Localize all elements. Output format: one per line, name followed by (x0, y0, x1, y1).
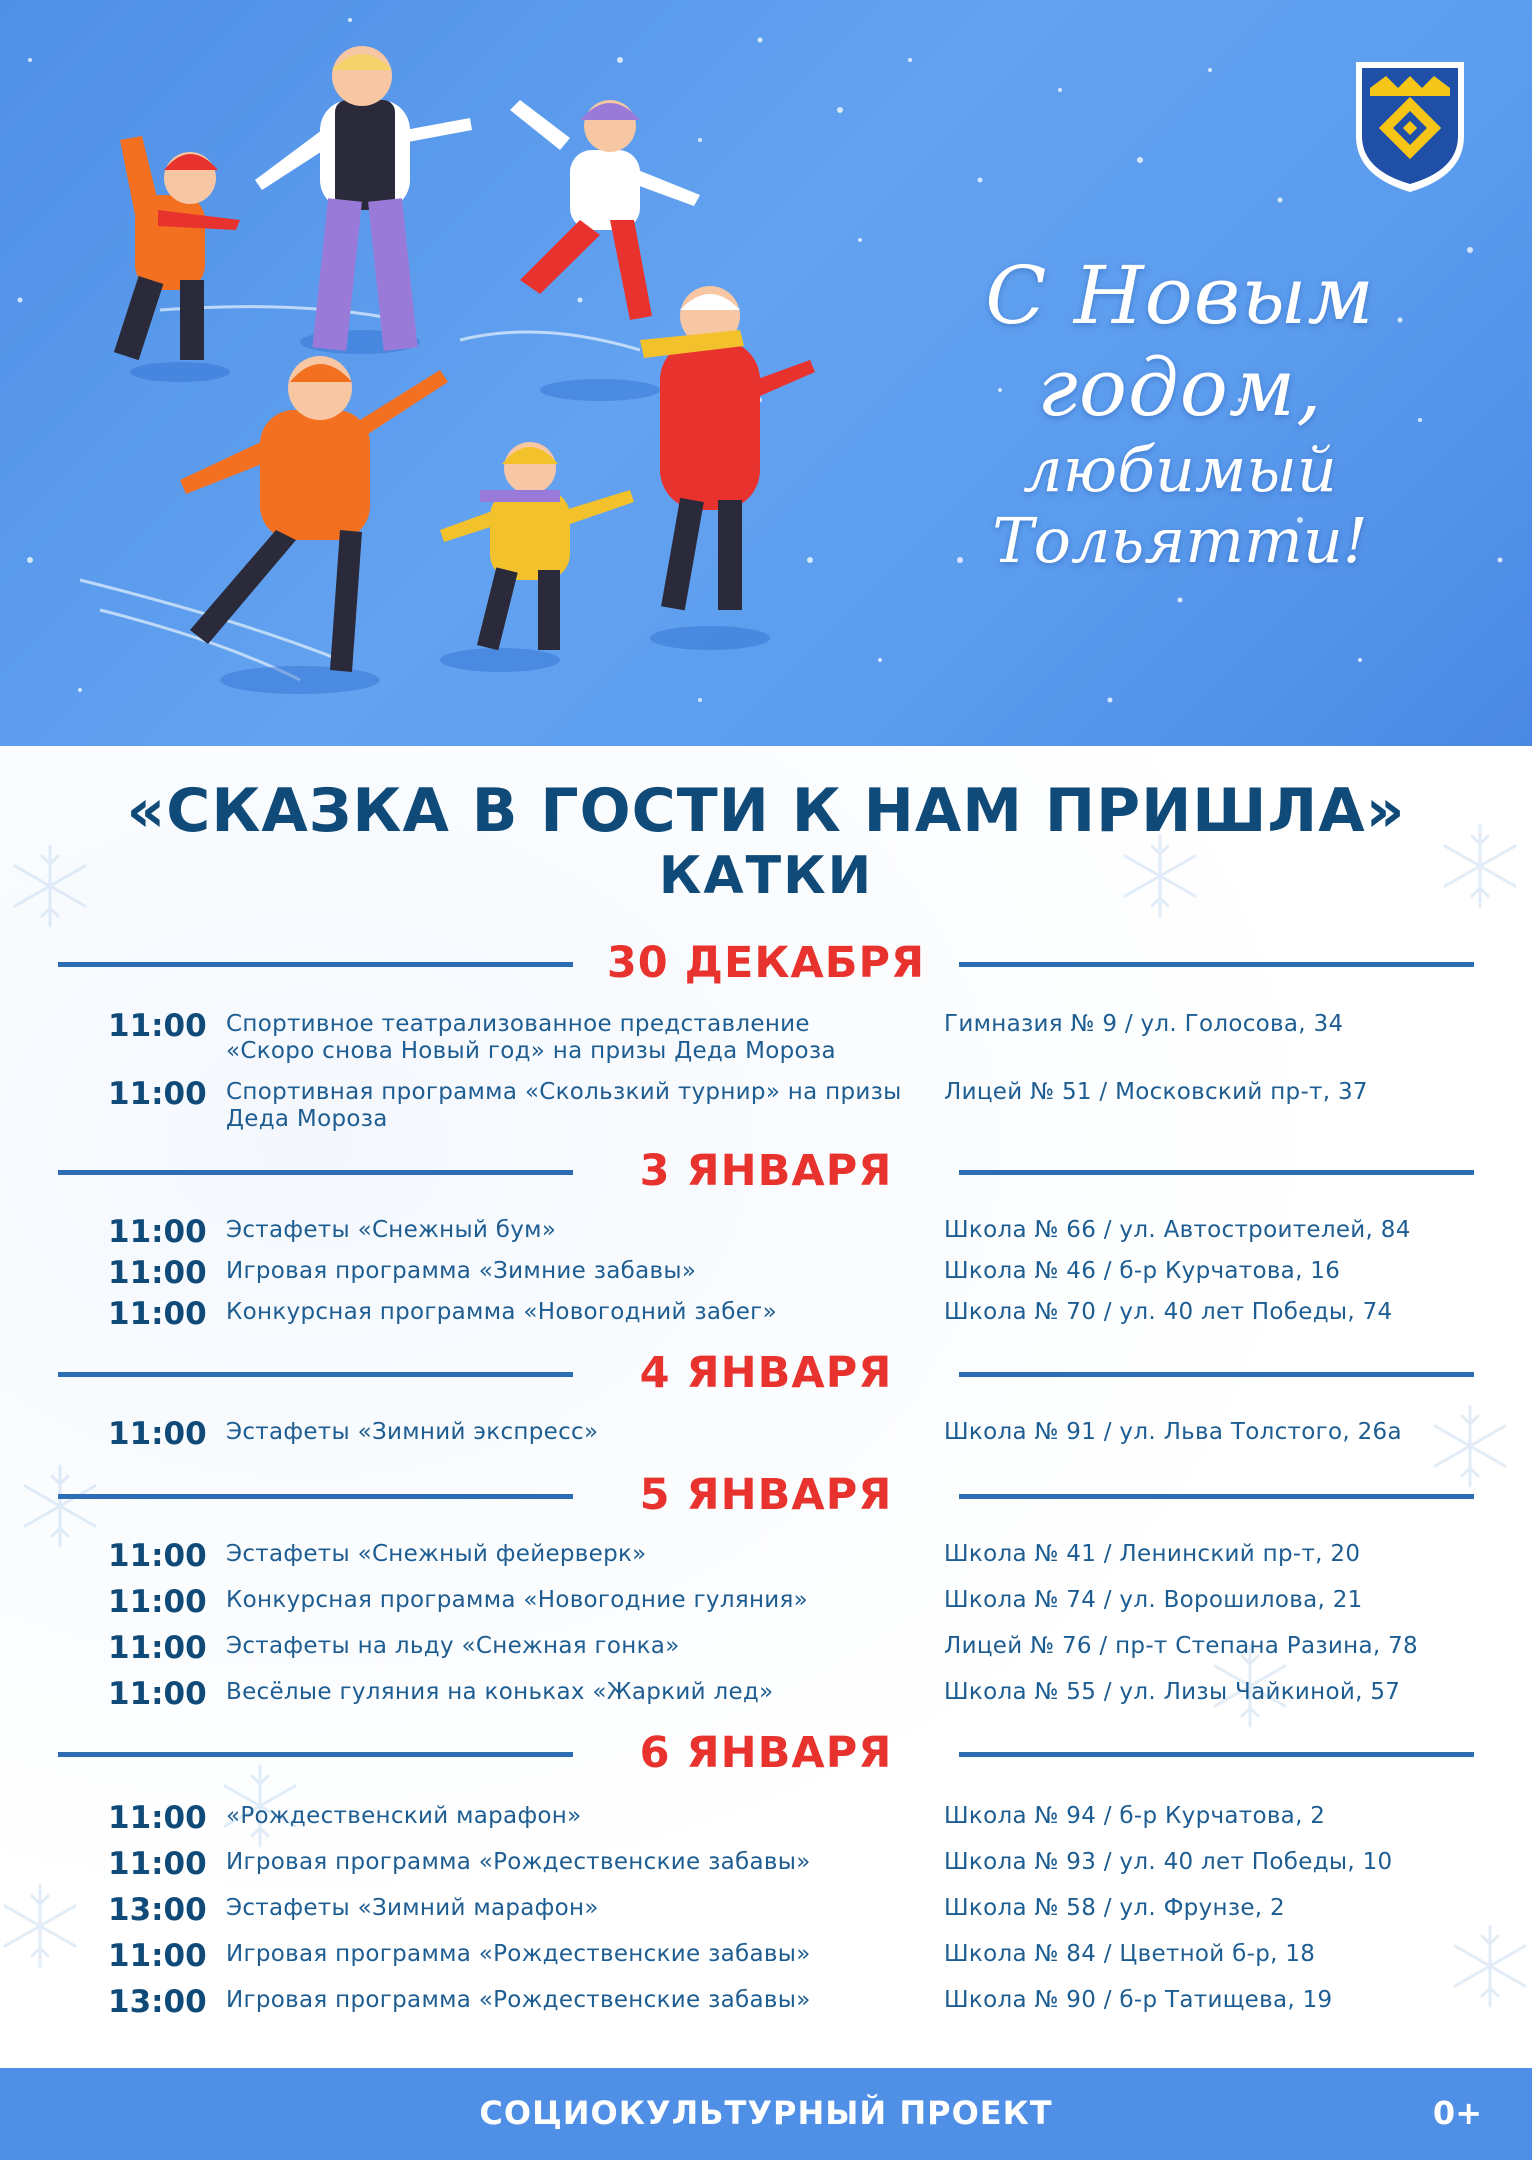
event-venue: Школа № 70 / ул. 40 лет Победы, 74 (944, 1299, 1393, 1325)
footer-bar (0, 2068, 1532, 2160)
event-venue: Лицей № 51 / Московский пр-т, 37 (944, 1079, 1368, 1105)
divider-line (959, 1494, 1474, 1499)
event-venue: Школа № 84 / Цветной б-р, 18 (944, 1941, 1316, 1967)
event-time: 11:00 (108, 1076, 207, 1112)
day-header (58, 1346, 1474, 1402)
event-time: 11:00 (108, 1938, 207, 1974)
event-name: Весёлые гуляния на коньках «Жаркий лед» (226, 1679, 774, 1705)
event-time: 11:00 (108, 1296, 207, 1332)
city-coat-of-arms-icon (1352, 58, 1468, 196)
event-name: Эстафеты на льду «Снежная гонка» (226, 1633, 680, 1659)
day-date: 3 ЯНВАРЯ (639, 1146, 893, 1196)
divider-line (58, 1494, 573, 1499)
divider-line (959, 1752, 1474, 1757)
event-venue: Школа № 90 / б-р Татищева, 19 (944, 1987, 1333, 2013)
event-name: Эстафеты «Зимний марафон» (226, 1895, 599, 1921)
event-name: Игровая программа «Зимние забавы» (226, 1258, 697, 1284)
event-venue: Школа № 91 / ул. Льва Толстого, 26а (944, 1419, 1402, 1445)
divider-line (959, 1372, 1474, 1377)
greeting-line-1: С Новым годом, (985, 249, 1375, 434)
event-venue: Школа № 94 / б-р Курчатова, 2 (944, 1803, 1326, 1829)
event-venue: Школа № 58 / ул. Фрунзе, 2 (944, 1895, 1285, 1921)
day-header (58, 1144, 1474, 1200)
event-name: Игровая программа «Рождественские забавы» (226, 1941, 811, 1967)
divider-line (959, 962, 1474, 967)
project-label: СОЦИОКУЛЬТУРНЫЙ ПРОЕКТ (479, 2094, 1053, 2132)
event-venue: Школа № 46 / б-р Курчатова, 16 (944, 1258, 1341, 1284)
event-venue: Гимназия № 9 / ул. Голосова, 34 (944, 1011, 1344, 1037)
event-time: 13:00 (108, 1984, 207, 2020)
event-venue: Лицей № 76 / пр-т Степана Разина, 78 (944, 1633, 1418, 1659)
event-venue: Школа № 41 / Ленинский пр-т, 20 (944, 1541, 1361, 1567)
day-section (58, 1346, 1474, 1466)
event-venue: Школа № 55 / ул. Лизы Чайкиной, 57 (944, 1679, 1401, 1705)
day-header (58, 1726, 1474, 1782)
event-time: 11:00 (108, 1416, 207, 1452)
event-time: 11:00 (108, 1538, 207, 1574)
event-time: 11:00 (108, 1800, 207, 1836)
event-name: Спортивная программа «Скользкий турнир» на призы Деда Мороза (226, 1079, 902, 1132)
event-name: Эстафеты «Зимний экспресс» (226, 1419, 599, 1445)
divider-line (959, 1170, 1474, 1175)
day-header (58, 1468, 1474, 1524)
event-name: Конкурсная программа «Новогодний забег» (226, 1299, 777, 1325)
event-time: 11:00 (108, 1214, 207, 1250)
event-name: Спортивное театрализованное представление «Скоро снова Новый год» на призы Деда Мороза (226, 1011, 836, 1064)
day-date: 30 ДЕКАБРЯ (606, 938, 926, 988)
age-rating-badge: 0+ (1432, 2094, 1482, 2132)
event-time: 11:00 (108, 1846, 207, 1882)
day-date: 5 ЯНВАРЯ (639, 1470, 893, 1520)
day-date: 6 ЯНВАРЯ (639, 1728, 893, 1778)
day-section (58, 1468, 1474, 1712)
event-name: Эстафеты «Снежный бум» (226, 1217, 557, 1243)
day-section (58, 936, 1474, 1136)
skating-family-illustration (40, 20, 860, 730)
event-time: 11:00 (108, 1676, 207, 1712)
day-header (58, 936, 1474, 992)
divider-line (58, 1752, 573, 1757)
event-time: 11:00 (108, 1008, 207, 1044)
event-title: «СКАЗКА В ГОСТИ К НАМ ПРИШЛА» (126, 776, 1406, 846)
event-name: «Рождественский марафон» (226, 1803, 582, 1829)
divider-line (58, 962, 573, 967)
event-time: 11:00 (108, 1255, 207, 1291)
event-time: 13:00 (108, 1892, 207, 1928)
hero-banner (0, 0, 1532, 746)
event-venue: Школа № 66 / ул. Автостроителей, 84 (944, 1217, 1411, 1243)
event-subtitle: КАТКИ (658, 846, 874, 906)
event-venue: Школа № 93 / ул. 40 лет Победы, 10 (944, 1849, 1393, 1875)
day-section (58, 1144, 1474, 1344)
divider-line (58, 1372, 573, 1377)
event-name: Игровая программа «Рождественские забавы» (226, 1987, 811, 2013)
divider-line (58, 1170, 573, 1175)
event-time: 11:00 (108, 1584, 207, 1620)
day-date: 4 ЯНВАРЯ (639, 1348, 893, 1398)
event-name: Эстафеты «Снежный фейерверк» (226, 1541, 647, 1567)
day-section (58, 1726, 1474, 2026)
new-year-greeting (860, 250, 1500, 577)
event-time: 11:00 (108, 1630, 207, 1666)
greeting-line-2: любимый Тольятти! (992, 433, 1368, 578)
event-venue: Школа № 74 / ул. Ворошилова, 21 (944, 1587, 1363, 1613)
schedule-section (0, 746, 1532, 2068)
event-name: Игровая программа «Рождественские забавы» (226, 1849, 811, 1875)
event-name: Конкурсная программа «Новогодние гуляния» (226, 1587, 809, 1613)
